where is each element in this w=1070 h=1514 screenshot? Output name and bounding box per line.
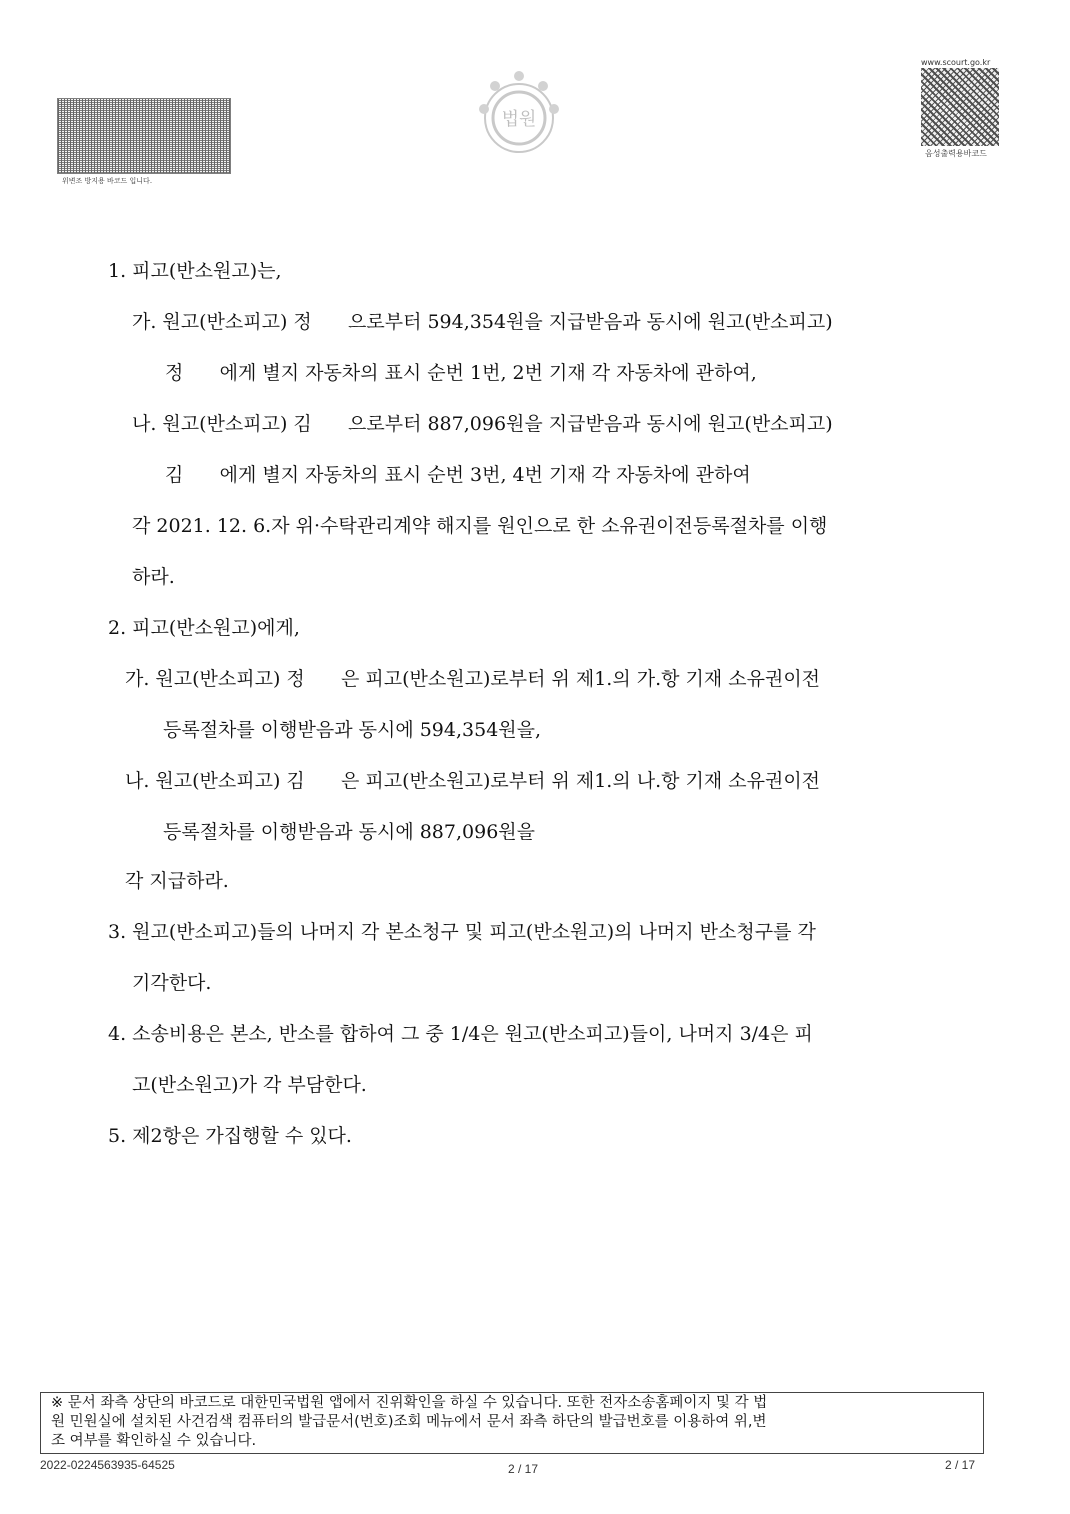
- qr-url: www.scourt.go.kr: [921, 58, 991, 67]
- text-line: 2. 피고(반소원고)에게,: [108, 617, 300, 639]
- issue-number: 2022-0224563935-64525: [40, 1458, 175, 1472]
- text-line: 김 에게 별지 자동차의 표시 순번 3번, 4번 기재 각 자동차에 관하여: [165, 464, 751, 486]
- text-line: 등록절차를 이행받음과 동시에 594,354원을,: [163, 719, 542, 741]
- voice-output-qr-code: [921, 68, 999, 146]
- text-line: 각 2021. 12. 6.자 위·수탁관리계약 해지를 원인으로 한 소유권이전등록절차를 이행: [132, 515, 828, 537]
- text-line: 나. 원고(반소피고) 김 으로부터 887,096원을 지급받음과 동시에 원고(반소피고): [132, 413, 833, 435]
- text-line: 가. 원고(반소피고) 정 으로부터 594,354원을 지급받음과 동시에 원고(반소피고): [132, 311, 833, 333]
- text-line: 각 지급하라.: [125, 870, 229, 892]
- text-line: 기각한다.: [132, 972, 212, 994]
- court-emblem-icon: [470, 64, 568, 162]
- page-number-right: 2 / 17: [945, 1458, 976, 1472]
- verification-notice: [40, 1392, 984, 1454]
- text-line: 3. 원고(반소피고)들의 나머지 각 본소청구 및 피고(반소원고)의 나머지 반소청구를 각: [108, 921, 816, 943]
- text-line: 5. 제2항은 가집행할 수 있다.: [108, 1125, 352, 1147]
- text-line: 고(반소원고)가 각 부담한다.: [132, 1074, 367, 1096]
- text-line: 등록절차를 이행받음과 동시에 887,096원을: [163, 821, 535, 843]
- notice-line: 원 민원실에 설치된 사건검색 컴퓨터의 발급문서(번호)조회 메뉴에서 문서 좌측 하단의 발급번호를 이용하여 위,변: [51, 1414, 767, 1430]
- text-line: 4. 소송비용은 본소, 반소를 합하여 그 중 1/4은 원고(반소피고)들이, 나머지 3/4은 피: [108, 1023, 813, 1045]
- text-line: 가. 원고(반소피고) 정 은 피고(반소원고)로부터 위 제1.의 가.항 기재 소유권이전: [125, 668, 821, 690]
- qr-caption: 음성출력용바코드: [925, 149, 987, 158]
- text-line: 나. 원고(반소피고) 김 은 피고(반소원고)로부터 위 제1.의 나.항 기재 소유권이전: [125, 770, 821, 792]
- text-line: 1. 피고(반소원고)는,: [108, 260, 282, 282]
- notice-line: ※ 문서 좌측 상단의 바코드로 대한민국법원 앱에서 진위확인을 하실 수 있습니다. 또한 전자소송홈페이지 및 각 법: [51, 1395, 768, 1411]
- emblem-text: 법원: [501, 109, 537, 130]
- notice-line: 조 여부를 확인하실 수 있습니다.: [51, 1433, 257, 1449]
- page-number-center: 2 / 17: [508, 1462, 539, 1476]
- barcode-caption: 위변조 방지용 바코드 입니다.: [62, 177, 153, 185]
- anti-forgery-barcode: [57, 98, 231, 174]
- text-line: 하라.: [132, 566, 175, 588]
- text-line: 정 에게 별지 자동차의 표시 순번 1번, 2번 기재 각 자동차에 관하여,: [165, 362, 757, 384]
